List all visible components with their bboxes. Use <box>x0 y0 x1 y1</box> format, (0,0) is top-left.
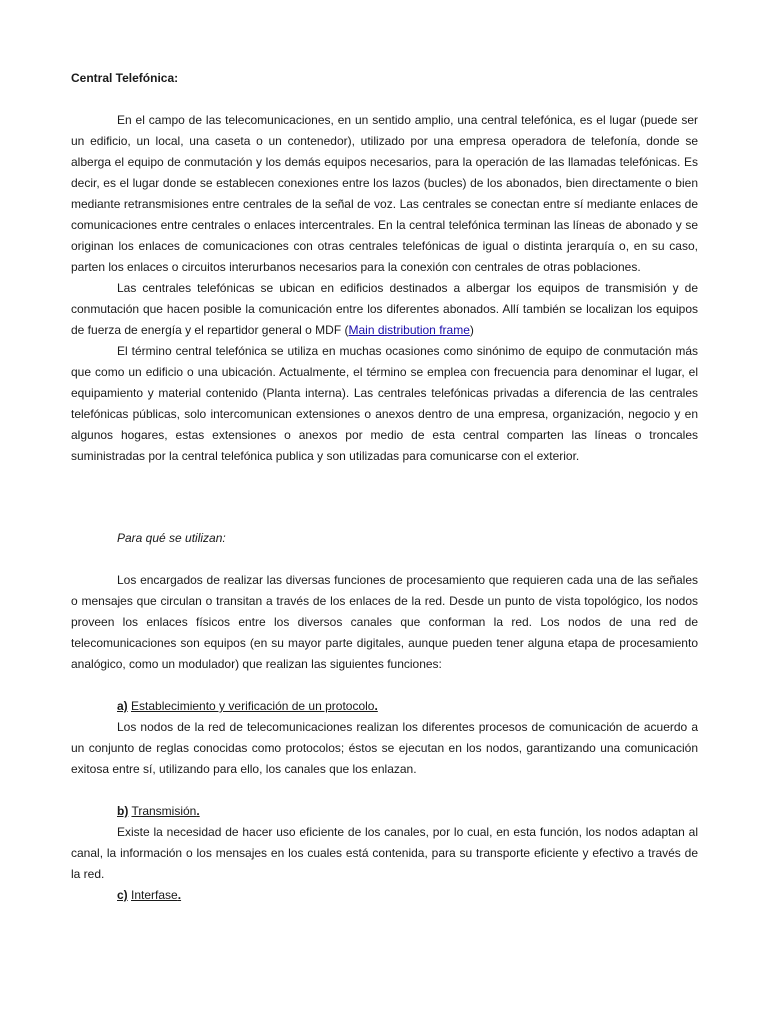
nodes-section <box>71 570 698 675</box>
paragraph-term: El término central telefónica se utiliza en muchas ocasiones como sinónimo de equipo de conmutación más que como un edificio o una ubicación. Actualmente, el término se emplea con frecuencia para denominar el lugar, el equipamiento y material contenido (Planta interna). Las centrales telefónicas privadas a diferencia de las centrales telefónicas públicas, solo intercomunican extensiones o anexos dentro de una empresa, organización, negocio y en algunos hogares, estas extensiones o anexos por medio de esta central comparten las líneas o troncales suministradas por la central telefónica publica y son utilizadas para comunicarse con el exterior. <box>71 344 698 463</box>
subheading-transmission <box>117 801 200 822</box>
paragraph-definition: En el campo de las telecomunicaciones, en un sentido amplio, una central telefónica, es el lugar (puede ser un edificio, un local, una caseta o un contenedor), utilizado por una empresa operadora de telefonía, donde se alberga el equipo de conmutación y los demás equipos necesarios, para la operación de las llamadas telefónicas. Es decir, es el lugar donde se establecen conexiones entre los lazos (bucles) de los abonados, bien directamente o bien mediante retransmisiones entre centrales de la señal de voz. Las centrales se conectan entre sí mediante enlaces de comunicaciones entre centrales o enlaces intercentrales. En la central telefónica terminan las líneas de abonado y se originan los enlaces de comunicaciones con otras centrales telefónicas de igual o distinta jerarquía o, en su caso, parten los enlaces o circuitos interurbanos necesarios para la conexión con centrales de otras poblaciones. <box>71 113 698 274</box>
subheading-interface <box>117 885 181 906</box>
subheading-transmission-dot: . <box>196 804 200 818</box>
document-title: Central Telefónica: <box>71 71 179 85</box>
section-heading-uses: Para qué se utilizan: <box>117 531 226 545</box>
subheading-protocol <box>117 696 378 717</box>
subheading-interface-dot: . <box>177 888 182 902</box>
subheading-transmission-letter: b) <box>117 804 129 818</box>
transmission-section <box>71 822 698 885</box>
mdf-link[interactable]: Main distribution frame <box>348 323 470 337</box>
paragraph-transmission: Existe la necesidad de hacer uso eficiente de los canales, por lo cual, en esta función, los nodos adaptan al canal, la información o los mensajes en los cuales está contenida, para su transporte eficiente y efectivo a través de la red. <box>71 825 698 881</box>
paragraph-buildings <box>71 278 698 341</box>
paragraph-buildings-close: ) <box>469 323 474 337</box>
subheading-protocol-letter: a) <box>117 699 128 713</box>
subheading-protocol-dot: . <box>374 699 378 713</box>
intro-section <box>71 110 698 467</box>
paragraph-nodes: Los encargados de realizar las diversas funciones de procesamiento que requieren cada una de las señales o mensajes que circulan o transitan a través de los enlaces de la red. Desde un punto de vista topológico, los nodos proveen los enlaces físicos entre los diversos canales que conforman la red. Los nodos de una red de telecomunicaciones son equipos (en su mayor parte digitales, aunque pueden tener alguna etapa de procesamiento analógico, como un modulador) que realizan las siguientes funciones: <box>71 573 698 671</box>
subheading-protocol-label: Establecimiento y verificación de un protocolo <box>131 699 375 713</box>
paragraph-protocol: Los nodos de la red de telecomunicaciones realizan los diferentes procesos de comunicación de acuerdo a un conjunto de reglas conocidas como protocolos; éstos se ejecutan en los nodos, garantizando una comunicación exitosa entre sí, utilizando para ello, los canales que los enlazan. <box>71 720 698 776</box>
subheading-interface-label: Interfase <box>131 888 178 902</box>
subheading-transmission-label: Transmisión <box>131 804 197 818</box>
subheading-interface-letter: c) <box>117 888 128 902</box>
paragraph-buildings-text: Las centrales telefónicas se ubican en edificios destinados a albergar los equipos de transmisión y de conmutación que hacen posible la comunicación entre los diferentes abonados. Allí también se localizan los equipos de fuerza de energía y el repartidor general o MDF ( <box>71 281 698 337</box>
protocol-section <box>71 717 698 780</box>
